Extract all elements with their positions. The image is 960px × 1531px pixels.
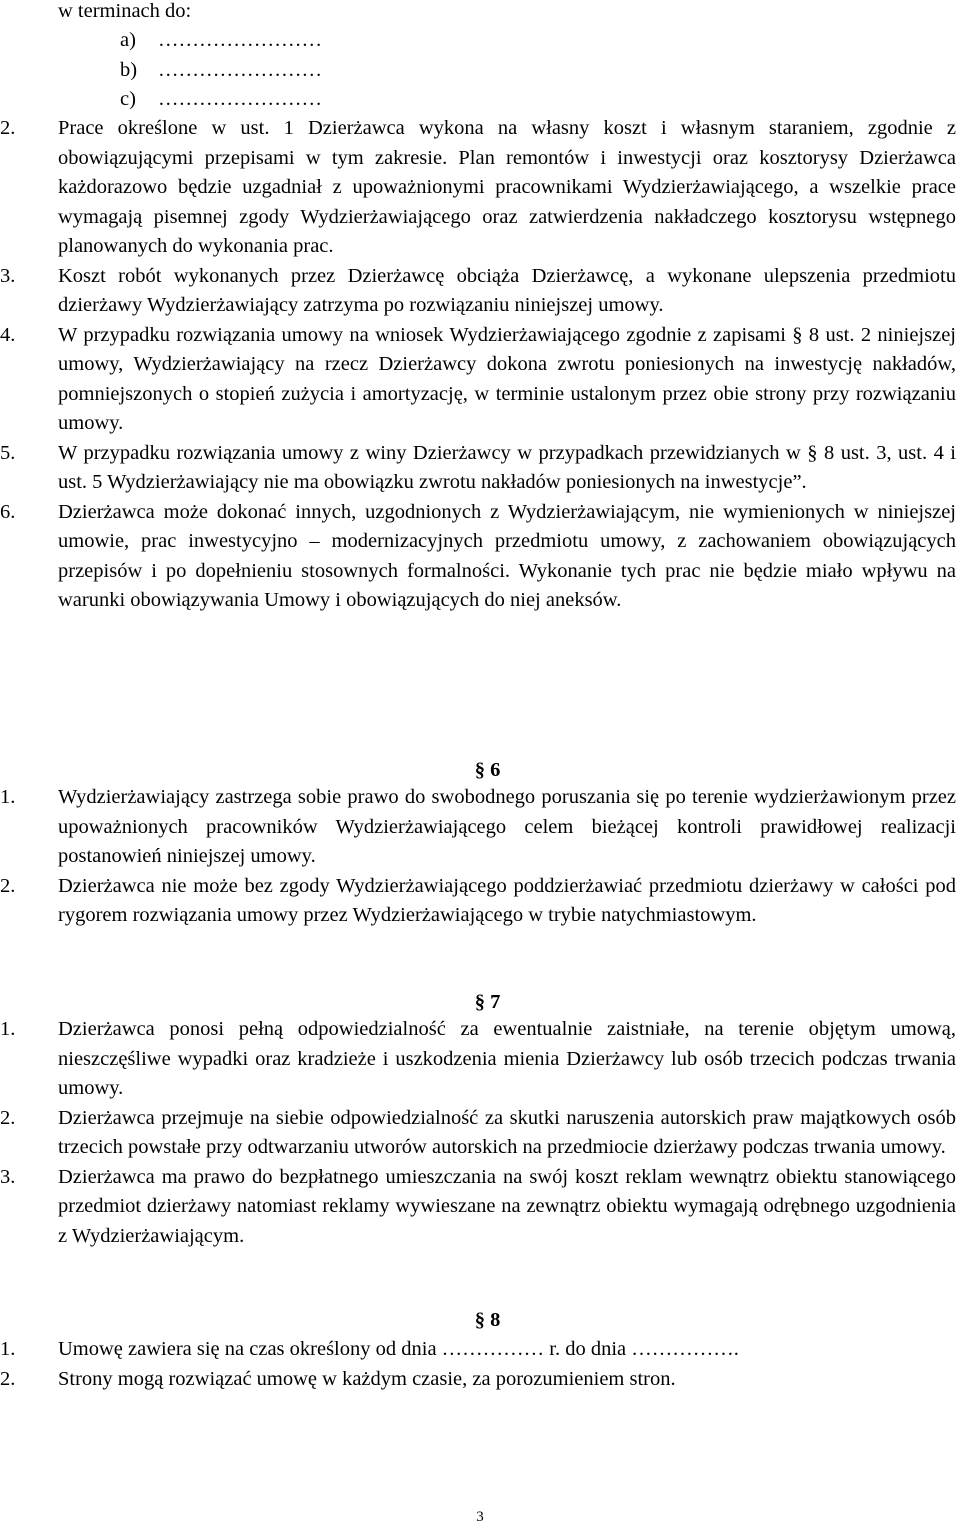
section-6 — [0, 783, 960, 931]
clause-number: 2. — [0, 1367, 16, 1390]
clause-number: 3. — [0, 264, 16, 287]
clause-text: Umowę zawiera się na czas określony od dnia …………… r. do dnia ……………. — [58, 1338, 739, 1360]
list-item-letter: b) — [120, 58, 138, 81]
clause-item — [0, 262, 960, 321]
clause-text: Prace określone w ust. 1 Dzierżawca wykona na własny koszt i własnym staraniem, zgodnie z obowiązującymi przepisami w tym zakresie. Plan remontów i inwestycji oraz kosztorysy Dzierżawca każdorazowo będzie uzgadniał z upoważnionymi pracownikami Wydzierżawiającego, a wszelkie prace wymagają pisemnej zgody Wydzierżawiającego oraz zatwierdzenia nakładczego kosztorysu wstępnego planowanych do wykonania prac. — [58, 117, 956, 257]
clause-item — [0, 498, 960, 616]
section-heading — [0, 756, 960, 786]
clause-item — [0, 1163, 960, 1252]
clause-number: 1. — [0, 786, 16, 808]
clause-number: 2. — [0, 874, 16, 897]
clause-item — [0, 321, 960, 439]
clause-item — [0, 1335, 960, 1365]
blank-dots: …………………… — [158, 88, 322, 110]
clause-number: 1. — [0, 1338, 16, 1360]
clause-item — [0, 114, 960, 262]
clause-number: 2. — [0, 1106, 16, 1129]
clause-text: W przypadku rozwiązania umowy z winy Dzierżawcy w przypadkach przewidzianych w § 8 ust. 3, ust. 4 i ust. 5 Wydzierżawiający nie ma obowiązku zwrotu nakładów poniesionych na inwestycje”. — [58, 441, 956, 493]
clause-text: Dzierżawca nie może bez zgody Wydzierżawiającego poddzierżawiać przedmiotu dzierżawy w całości pod rygorem rozwiązania umowy przez Wydzierżawiającego w trybie natychmiastowym. — [58, 874, 956, 926]
section-7 — [0, 1015, 960, 1251]
section-heading — [0, 988, 960, 1018]
section-7-heading: § 7 — [474, 991, 501, 1013]
clause-text: Dzierżawca ma prawo do bezpłatnego umieszczania na swój koszt reklam wewnątrz obiektu stanowiącego przedmiot dzierżawy natomiast reklamy wywieszane na zewnątrz obiektu wymagają odrębnego uzgodnienia z Wydzierżawiającym. — [58, 1165, 956, 1247]
clause-number: 5. — [0, 441, 16, 464]
clause-number: 2. — [0, 117, 16, 139]
clause-text: Dzierżawca przejmuje na siebie odpowiedzialność za skutki naruszenia autorskich praw majątkowych osób trzecich powstałe przy odtwarzaniu utworów autorskich na przedmiocie dzierżawy podczas trwania umowy. — [58, 1106, 956, 1158]
clause-item — [0, 783, 960, 872]
clause-item — [0, 1104, 960, 1163]
list-item — [120, 85, 322, 115]
list-item-letter: c) — [120, 88, 136, 110]
blank-dots: …………………… — [158, 29, 322, 51]
blank-dots: …………………… — [158, 58, 322, 81]
clause-text: Dzierżawca ponosi pełną odpowiedzialność za ewentualnie zaistniałe, na terenie objętym umową, nieszczęśliwe wypadki oraz kradzieże i uszkodzenia mienia Dzierżawcy lub osób trzecich podczas trwania umowy. — [58, 1018, 956, 1099]
section-8 — [0, 1335, 960, 1394]
terms-intro: w terminach do: — [58, 0, 192, 22]
list-item — [120, 26, 322, 56]
clause-item — [0, 872, 960, 931]
clause-number: 6. — [0, 500, 16, 523]
section-8-heading: § 8 — [474, 1309, 501, 1331]
list-item — [120, 56, 322, 86]
clause-item — [0, 439, 960, 498]
list-item-letter: a) — [120, 29, 136, 51]
section-5-continued — [0, 114, 960, 616]
clause-number: 1. — [0, 1018, 16, 1040]
clause-item — [0, 1015, 960, 1104]
clause-item — [0, 1365, 960, 1395]
clause-text: Strony mogą rozwiązać umowę w każdym czasie, za porozumieniem stron. — [58, 1367, 676, 1390]
clause-text: Dzierżawca może dokonać innych, uzgodnionych z Wydzierżawiającym, nie wymienionych w niniejszej umowie, prac inwestycyjno – modernizacyjnych przedmiotu umowy, z zachowaniem obowiązujących przepisów i po dopełnieniu stosownych formalności. Wykonanie tych prac nie będzie miało wpływu na warunki obowiązywania Umowy i obowiązujących do niej aneksów. — [58, 500, 956, 611]
section-heading — [0, 1306, 960, 1336]
clause-number: 4. — [0, 323, 16, 346]
clause-text: W przypadku rozwiązania umowy na wniosek Wydzierżawiającego zgodnie z zapisami § 8 ust. 2 niniejszej umowy, Wydzierżawiający na rzecz Dzierżawcy dokona zwrotu poniesionych na inwestycję nakładów, pomniejszonych o stopień zużycia i amortyzację, w terminie ustalonym przez obie strony przy rozwiązaniu umowy. — [58, 323, 956, 434]
clause-number: 3. — [0, 1165, 16, 1188]
section-6-heading: § 6 — [474, 759, 501, 781]
page-number: 3 — [476, 1509, 484, 1525]
terms-list — [120, 26, 322, 115]
clause-text: Wydzierżawiający zastrzega sobie prawo do swobodnego poruszania się po terenie wydzierżawionym przez upoważnionych pracowników Wydzierżawiającego celem bieżącej kontroli prawidłowej realizacji postanowień niniejszej umowy. — [58, 786, 956, 867]
clause-text: Koszt robót wykonanych przez Dzierżawcę obciąża Dzierżawcę, a wykonane ulepszenia przedmiotu dzierżawy Wydzierżawiający zatrzyma po rozwiązaniu niniejszej umowy. — [58, 264, 956, 316]
